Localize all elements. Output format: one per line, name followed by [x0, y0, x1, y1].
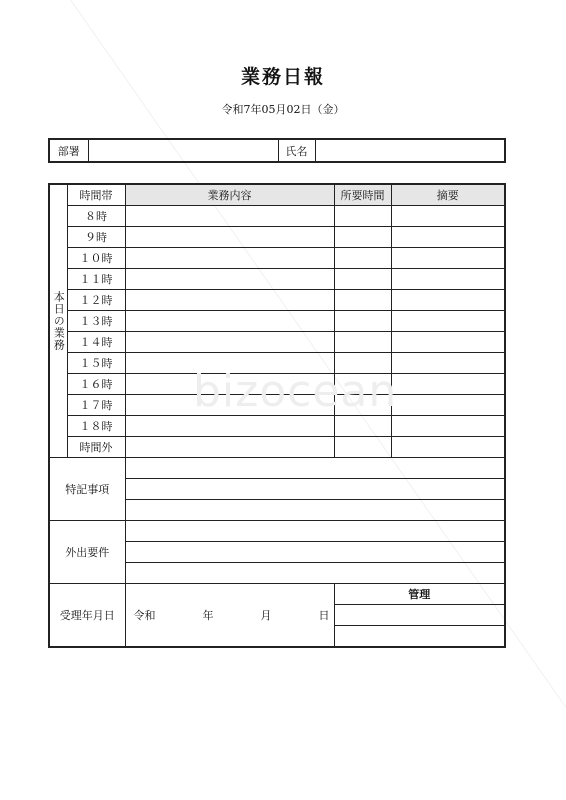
duration-cell[interactable]: [334, 311, 391, 332]
content-cell[interactable]: [125, 332, 334, 353]
summary-cell[interactable]: [391, 374, 505, 395]
content-cell[interactable]: [125, 311, 334, 332]
section-label: 本日の業務: [49, 184, 67, 458]
content-cell[interactable]: [125, 248, 334, 269]
year-label: 年: [202, 609, 214, 622]
time-slot: １７時: [67, 395, 125, 416]
page-title: 業務日報: [240, 66, 325, 88]
duration-cell[interactable]: [334, 437, 391, 458]
header-content: 業務内容: [125, 184, 334, 206]
duration-cell[interactable]: [334, 332, 391, 353]
summary-cell[interactable]: [391, 353, 505, 374]
received-label: 受理年月日: [49, 584, 125, 648]
time-slot: １５時: [67, 353, 125, 374]
summary-cell[interactable]: [391, 311, 505, 332]
duration-cell[interactable]: [334, 227, 391, 248]
outing-line[interactable]: [125, 563, 505, 584]
day-label: 日: [318, 609, 330, 622]
content-cell[interactable]: [125, 416, 334, 437]
outing-label: 外出要件: [49, 521, 125, 584]
header-summary: 摘要: [391, 184, 505, 206]
content-cell[interactable]: [125, 206, 334, 227]
time-slot: １８時: [67, 416, 125, 437]
notes-line[interactable]: [125, 500, 505, 521]
duration-cell[interactable]: [334, 248, 391, 269]
admin-line[interactable]: [334, 626, 505, 648]
time-slot: １３時: [67, 311, 125, 332]
summary-cell[interactable]: [391, 206, 505, 227]
duration-cell[interactable]: [334, 269, 391, 290]
notes-line[interactable]: [125, 479, 505, 500]
info-table: [48, 138, 506, 163]
outing-line[interactable]: [125, 521, 505, 542]
summary-cell[interactable]: [391, 416, 505, 437]
content-cell[interactable]: [125, 290, 334, 311]
outing-line[interactable]: [125, 542, 505, 563]
header-time: 時間帯: [67, 184, 125, 206]
summary-cell[interactable]: [391, 227, 505, 248]
time-slot: １２時: [67, 290, 125, 311]
dept-label: 部署: [49, 139, 88, 162]
admin-line[interactable]: [334, 605, 505, 626]
report-date: 令和7年05月02日（金）: [221, 103, 345, 116]
watermark-text: bizocean: [193, 366, 398, 417]
duration-cell[interactable]: [334, 416, 391, 437]
notes-label: 特記事項: [49, 458, 125, 521]
summary-cell[interactable]: [391, 248, 505, 269]
time-slot: １０時: [67, 248, 125, 269]
content-cell[interactable]: [125, 437, 334, 458]
content-cell[interactable]: [125, 269, 334, 290]
month-label: 月: [260, 609, 272, 622]
time-slot: １６時: [67, 374, 125, 395]
summary-cell[interactable]: [391, 290, 505, 311]
content-cell[interactable]: [125, 227, 334, 248]
duration-cell[interactable]: [334, 206, 391, 227]
time-slot: ８時: [67, 206, 125, 227]
summary-cell[interactable]: [391, 395, 505, 416]
dept-field[interactable]: [88, 139, 278, 162]
name-field[interactable]: [315, 139, 505, 162]
time-slot: 時間外: [67, 437, 125, 458]
admin-label: 管理: [334, 584, 505, 605]
duration-cell[interactable]: [334, 290, 391, 311]
era-label: 令和: [133, 609, 156, 622]
time-slot: １４時: [67, 332, 125, 353]
notes-line[interactable]: [125, 458, 505, 479]
time-slot: １１時: [67, 269, 125, 290]
summary-cell[interactable]: [391, 269, 505, 290]
header-duration: 所要時間: [334, 184, 391, 206]
summary-cell[interactable]: [391, 332, 505, 353]
time-slot: ９時: [67, 227, 125, 248]
summary-cell[interactable]: [391, 437, 505, 458]
received-date-field[interactable]: [125, 584, 334, 648]
name-label: 氏名: [278, 139, 315, 162]
